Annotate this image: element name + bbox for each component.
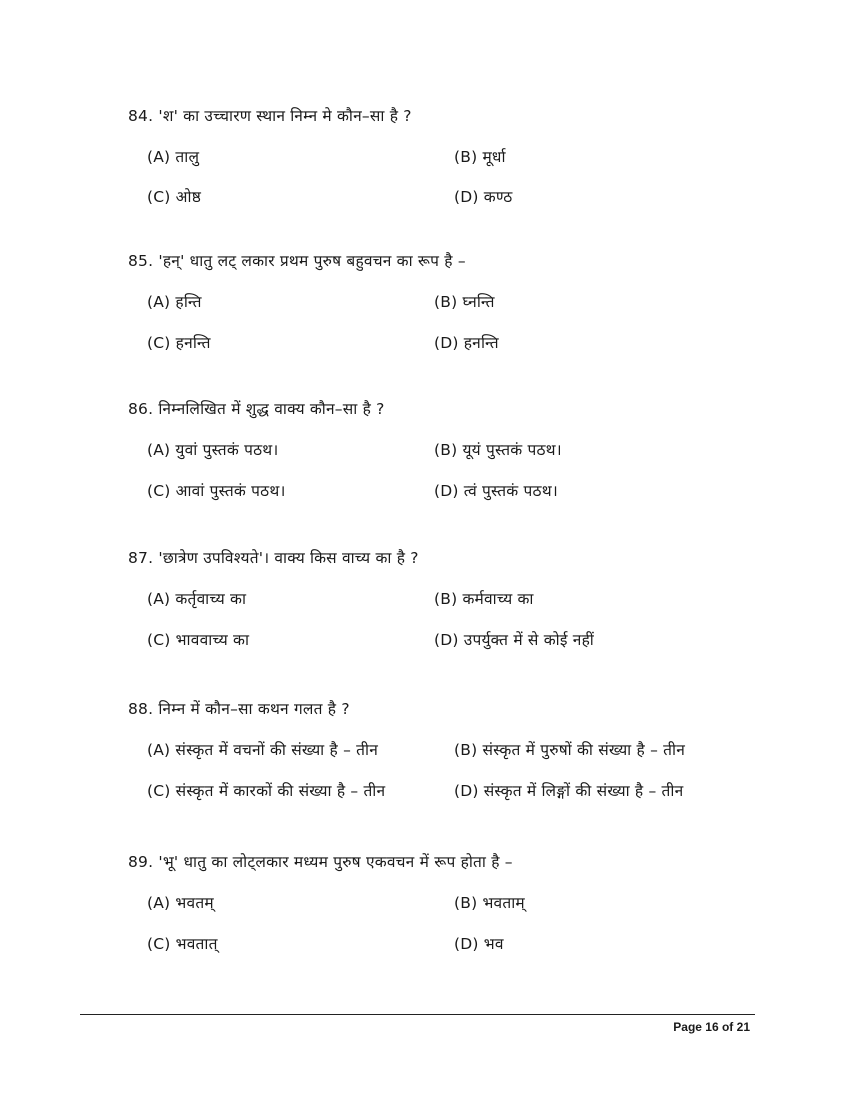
question-text: 89. 'भू' धातु का लोट्लकार मध्यम पुरुष एकवचन में रूप होता है – [128,853,513,871]
question-text: 85. 'हन्' धातु लट् लकार प्रथम पुरुष बहुवचन का रूप है – [128,252,466,270]
page-number: Page 16 of 21 [673,1020,750,1034]
question-text: 88. निम्न में कौन–सा कथन गलत है ? [128,700,350,718]
option-b: (B) यूयं पुस्तकं पठथ। [434,441,562,459]
option-c: (C) भवतात् [147,935,218,953]
question-text: 86. निम्नलिखित में शुद्ध वाक्य कौन–सा है ? [128,400,385,418]
option-a: (A) संस्कृत में वचनों की संख्या है – तीन [147,741,379,759]
footer-divider [80,1014,755,1015]
option-d: (D) उपर्युक्त में से कोई नहीं [434,631,595,649]
option-d: (D) त्वं पुस्तकं पठथ। [434,482,558,500]
option-c: (C) हनन्ति [147,334,211,352]
option-b: (B) भवताम् [454,894,525,912]
option-c: (C) संस्कृत में कारकों की संख्या है – तीन [147,782,386,800]
option-b: (B) कर्मवाच्य का [434,590,534,608]
question-text: 84. 'श' का उच्चारण स्थान निम्न मे कौन–सा है ? [128,107,412,125]
option-b: (B) घ्नन्ति [434,293,495,311]
option-b: (B) मूर्धा [454,148,506,166]
option-c: (C) भाववाच्य का [147,631,250,649]
option-d: (D) भव [454,935,504,953]
option-a: (A) कर्तृवाच्य का [147,590,247,608]
option-c: (C) आवां पुस्तकं पठथ। [147,482,286,500]
option-d: (D) कण्ठ [454,188,513,206]
option-a: (A) हन्ति [147,293,202,311]
option-c: (C) ओष्ठ [147,188,202,206]
option-a: (A) युवां पुस्तकं पठथ। [147,441,279,459]
option-b: (B) संस्कृत में पुरुषों की संख्या है – तीन [454,741,686,759]
option-d: (D) हनन्ति [434,334,499,352]
option-a: (A) भवतम् [147,894,214,912]
question-text: 87. 'छात्रेण उपविश्यते'। वाक्य किस वाच्य का है ? [128,549,419,567]
option-a: (A) तालु [147,148,200,166]
option-d: (D) संस्कृत में लिङ्गों की संख्या है – तीन [454,782,684,800]
